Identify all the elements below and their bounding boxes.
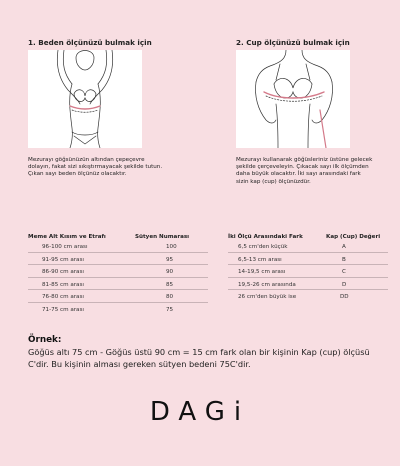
table-row: 95 — [166, 256, 174, 263]
table-row: C — [342, 269, 346, 275]
table-row: 76-80 cm arası — [42, 294, 84, 300]
table-row: 26 cm'den büyük ise — [238, 294, 297, 300]
brand-logo: DAGi — [149, 397, 251, 427]
table-row: DD — [340, 294, 349, 300]
table-row: D — [342, 281, 347, 288]
step-1-title: 1. Beden ölçünüzü bulmak için — [28, 38, 152, 47]
table-row: B — [342, 256, 346, 263]
step-2-description: Mezurayı kullanarak göğüsleriniz üstüne gelecek şekilde çerçeveleyin. Çıkacak sayı ilk ölçümden daha büyük olacaktır. İki sayı arasındaki fark sizin kap (cup) ölçünüzdür. — [236, 157, 373, 185]
table-row: 90 — [166, 269, 174, 275]
table-row: 14-19,5 cm arası — [238, 269, 286, 275]
example-text: Göğüs altı 75 cm - Göğüs üstü 90 cm = 15 cm fark olan bir kişinin Kap (cup) ölçüsü C'dir. Bu kişinin alması gereken sütyen bedeni 75C'dir. — [28, 347, 370, 369]
size-table-header-bra-size: Sütyen Numarası — [135, 234, 190, 240]
table-row: 96-100 cm arası — [42, 244, 88, 250]
example-title: Örnek: — [28, 335, 62, 345]
table-row: 71-75 cm arası — [42, 306, 84, 313]
table-row: A — [342, 244, 346, 250]
table-row: 81-85 cm arası — [42, 281, 84, 288]
table-row: 91-95 cm arası — [42, 256, 84, 263]
woman-bust-measuring-icon — [236, 50, 350, 148]
bust-measure-illustration — [236, 50, 350, 148]
table-row: 6,5 cm'den küçük — [238, 244, 288, 250]
table-row: 6,5-13 cm arası — [238, 256, 282, 263]
table-row: 86-90 cm arası — [42, 269, 84, 275]
size-table-header-underbust: Meme Alt Kısım ve Etrafı — [28, 234, 106, 240]
woman-underbust-measuring-icon — [28, 50, 142, 148]
underbust-measure-illustration — [28, 50, 142, 148]
table-row: 85 — [166, 281, 174, 288]
cup-table-header-difference: İki Ölçü Arasındaki Fark — [228, 234, 303, 240]
table-row: 80 — [166, 294, 174, 300]
table-row: 19,5-26 cm arasında — [238, 281, 296, 288]
table-row: 100 — [166, 244, 177, 250]
step-1-description: Mezurayı göğsünüzün altından çepeçevre dolayın, fakat sizi sıkıştırmayacak şekilde tutun. Çıkan sayı beden ölçünüz olacaktır. — [28, 157, 163, 178]
cup-table-header-cup-value: Kap (Cup) Değeri — [326, 234, 381, 240]
table-row: 75 — [166, 306, 174, 313]
step-2-title: 2. Cup ölçünüzü bulmak için — [236, 38, 350, 47]
